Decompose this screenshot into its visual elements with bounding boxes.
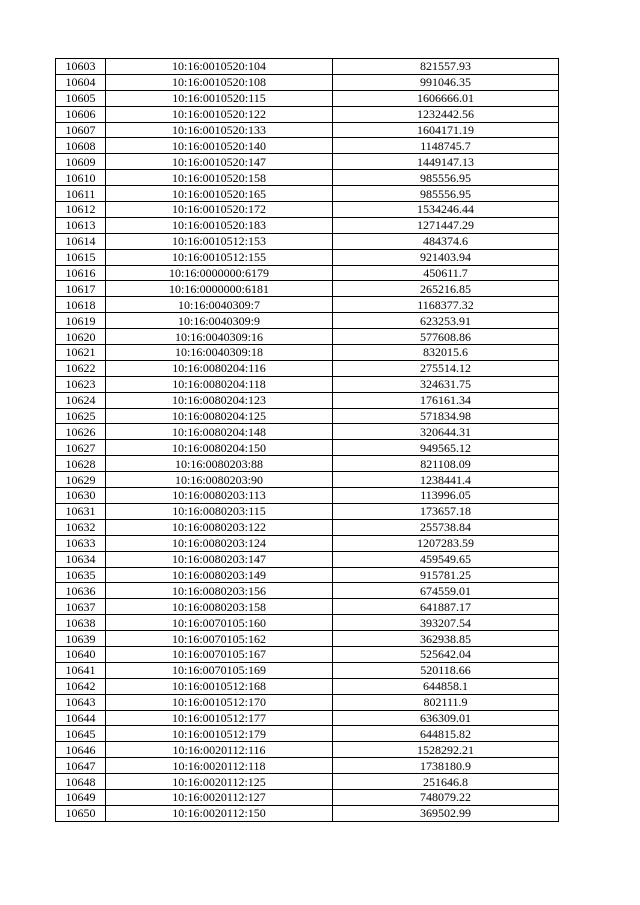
cadastral-number-cell: 10:16:0070105:169 [106, 662, 333, 678]
row-number-cell: 10627 [56, 440, 106, 456]
table-row [56, 233, 559, 249]
table-row [56, 646, 559, 662]
table-row [56, 217, 559, 233]
row-number-cell: 10623 [56, 376, 106, 392]
row-number-cell: 10608 [56, 138, 106, 154]
cadastral-number-cell: 10:16:0070105:160 [106, 615, 333, 631]
cadastral-number-cell: 10:16:0040309:16 [106, 329, 333, 345]
value-cell: 176161.34 [333, 392, 559, 408]
cadastral-number-cell: 10:16:0010512:177 [106, 710, 333, 726]
row-number-cell: 10638 [56, 615, 106, 631]
value-cell: 275514.12 [333, 360, 559, 376]
value-cell: 1238441.4 [333, 472, 559, 488]
row-number-cell: 10609 [56, 154, 106, 170]
value-cell: 362938.85 [333, 631, 559, 647]
value-cell: 641887.17 [333, 599, 559, 615]
value-cell: 623253.91 [333, 313, 559, 329]
table-row [56, 186, 559, 202]
cadastral-number-cell: 10:16:0080203:147 [106, 551, 333, 567]
table-row [56, 742, 559, 758]
value-cell: 113996.05 [333, 488, 559, 504]
cadastral-number-cell: 10:16:0080204:150 [106, 440, 333, 456]
cadastral-number-cell: 10:16:0080203:149 [106, 567, 333, 583]
row-number-cell: 10644 [56, 710, 106, 726]
table-row [56, 567, 559, 583]
value-cell: 173657.18 [333, 503, 559, 519]
cadastral-number-cell: 10:16:0080204:123 [106, 392, 333, 408]
table-row [56, 694, 559, 710]
value-cell: 821108.09 [333, 456, 559, 472]
value-cell: 324631.75 [333, 376, 559, 392]
row-number-cell: 10619 [56, 313, 106, 329]
value-cell: 949565.12 [333, 440, 559, 456]
cadastral-number-cell: 10:16:0080203:88 [106, 456, 333, 472]
value-cell: 985556.95 [333, 170, 559, 186]
row-number-cell: 10635 [56, 567, 106, 583]
row-number-cell: 10621 [56, 345, 106, 361]
table-row [56, 519, 559, 535]
cadastral-number-cell: 10:16:0020112:150 [106, 805, 333, 821]
table-row [56, 281, 559, 297]
value-cell: 1606666.01 [333, 90, 559, 106]
value-cell: 265216.85 [333, 281, 559, 297]
value-cell: 1207283.59 [333, 535, 559, 551]
cadastral-number-cell: 10:16:0010520:165 [106, 186, 333, 202]
cadastral-number-cell: 10:16:0040309:9 [106, 313, 333, 329]
row-number-cell: 10613 [56, 217, 106, 233]
table-row [56, 583, 559, 599]
row-number-cell: 10620 [56, 329, 106, 345]
row-number-cell: 10629 [56, 472, 106, 488]
value-cell: 644815.82 [333, 726, 559, 742]
cadastral-number-cell: 10:16:0010512:168 [106, 678, 333, 694]
row-number-cell: 10641 [56, 662, 106, 678]
data-table [55, 58, 559, 822]
table-row [56, 805, 559, 821]
table-row [56, 265, 559, 281]
cadastral-number-cell: 10:16:0010520:108 [106, 74, 333, 90]
cadastral-number-cell: 10:16:0010520:147 [106, 154, 333, 170]
value-cell: 571834.98 [333, 408, 559, 424]
row-number-cell: 10630 [56, 488, 106, 504]
table-row [56, 392, 559, 408]
table-row [56, 345, 559, 361]
cadastral-number-cell: 10:16:0010520:122 [106, 106, 333, 122]
value-cell: 369502.99 [333, 805, 559, 821]
table-body [56, 59, 559, 822]
row-number-cell: 10643 [56, 694, 106, 710]
cadastral-number-cell: 10:16:0010520:140 [106, 138, 333, 154]
cadastral-number-cell: 10:16:0010512:155 [106, 249, 333, 265]
table-row [56, 202, 559, 218]
cadastral-number-cell: 10:16:0080204:116 [106, 360, 333, 376]
cadastral-number-cell: 10:16:0010512:153 [106, 233, 333, 249]
cadastral-number-cell: 10:16:0020112:116 [106, 742, 333, 758]
table-row [56, 535, 559, 551]
cadastral-number-cell: 10:16:0010520:115 [106, 90, 333, 106]
value-cell: 251646.8 [333, 774, 559, 790]
value-cell: 832015.6 [333, 345, 559, 361]
table-row [56, 678, 559, 694]
cadastral-number-cell: 10:16:0020112:125 [106, 774, 333, 790]
cadastral-number-cell: 10:16:0010512:170 [106, 694, 333, 710]
table-row [56, 662, 559, 678]
value-cell: 644858.1 [333, 678, 559, 694]
cadastral-number-cell: 10:16:0000000:6179 [106, 265, 333, 281]
row-number-cell: 10642 [56, 678, 106, 694]
row-number-cell: 10647 [56, 758, 106, 774]
cadastral-number-cell: 10:16:0010512:179 [106, 726, 333, 742]
table-row [56, 631, 559, 647]
cadastral-number-cell: 10:16:0040309:18 [106, 345, 333, 361]
row-number-cell: 10650 [56, 805, 106, 821]
table-row [56, 488, 559, 504]
row-number-cell: 10616 [56, 265, 106, 281]
cadastral-number-cell: 10:16:0080204:118 [106, 376, 333, 392]
cadastral-number-cell: 10:16:0080203:90 [106, 472, 333, 488]
value-cell: 985556.95 [333, 186, 559, 202]
value-cell: 636309.01 [333, 710, 559, 726]
table-row [56, 329, 559, 345]
value-cell: 802111.9 [333, 694, 559, 710]
cadastral-number-cell: 10:16:0020112:118 [106, 758, 333, 774]
table-row [56, 774, 559, 790]
row-number-cell: 10603 [56, 59, 106, 75]
cadastral-number-cell: 10:16:0080203:113 [106, 488, 333, 504]
value-cell: 821557.93 [333, 59, 559, 75]
table-row [56, 599, 559, 615]
table-row [56, 615, 559, 631]
table-row [56, 106, 559, 122]
cadastral-number-cell: 10:16:0010520:183 [106, 217, 333, 233]
row-number-cell: 10640 [56, 646, 106, 662]
table-row [56, 74, 559, 90]
cadastral-number-cell: 10:16:0040309:7 [106, 297, 333, 313]
table-row [56, 758, 559, 774]
cadastral-number-cell: 10:16:0070105:167 [106, 646, 333, 662]
cadastral-number-cell: 10:16:0080204:125 [106, 408, 333, 424]
cadastral-number-cell: 10:16:0010520:158 [106, 170, 333, 186]
table-row [56, 789, 559, 805]
value-cell: 484374.6 [333, 233, 559, 249]
table-row [56, 360, 559, 376]
table-row [56, 710, 559, 726]
cadastral-number-cell: 10:16:0080203:122 [106, 519, 333, 535]
value-cell: 520118.66 [333, 662, 559, 678]
value-cell: 1534246.44 [333, 202, 559, 218]
table-row [56, 59, 559, 75]
table-row [56, 297, 559, 313]
table-row [56, 551, 559, 567]
value-cell: 1232442.56 [333, 106, 559, 122]
row-number-cell: 10622 [56, 360, 106, 376]
row-number-cell: 10626 [56, 424, 106, 440]
table-row [56, 503, 559, 519]
value-cell: 915781.25 [333, 567, 559, 583]
row-number-cell: 10633 [56, 535, 106, 551]
row-number-cell: 10632 [56, 519, 106, 535]
value-cell: 577608.86 [333, 329, 559, 345]
cadastral-number-cell: 10:16:0070105:162 [106, 631, 333, 647]
value-cell: 1148745.7 [333, 138, 559, 154]
value-cell: 1528292.21 [333, 742, 559, 758]
row-number-cell: 10611 [56, 186, 106, 202]
value-cell: 921403.94 [333, 249, 559, 265]
table-row [56, 138, 559, 154]
table-row [56, 90, 559, 106]
value-cell: 459549.65 [333, 551, 559, 567]
row-number-cell: 10631 [56, 503, 106, 519]
table-row [56, 408, 559, 424]
table-row [56, 726, 559, 742]
row-number-cell: 10645 [56, 726, 106, 742]
cadastral-number-cell: 10:16:0080203:156 [106, 583, 333, 599]
cadastral-number-cell: 10:16:0020112:127 [106, 789, 333, 805]
value-cell: 991046.35 [333, 74, 559, 90]
row-number-cell: 10648 [56, 774, 106, 790]
value-cell: 255738.84 [333, 519, 559, 535]
table-row [56, 424, 559, 440]
row-number-cell: 10649 [56, 789, 106, 805]
table-row [56, 122, 559, 138]
cadastral-number-cell: 10:16:0080203:115 [106, 503, 333, 519]
cadastral-number-cell: 10:16:0010520:104 [106, 59, 333, 75]
value-cell: 1604171.19 [333, 122, 559, 138]
table-row [56, 456, 559, 472]
cadastral-number-cell: 10:16:0080203:158 [106, 599, 333, 615]
table-row [56, 472, 559, 488]
table-row [56, 154, 559, 170]
row-number-cell: 10604 [56, 74, 106, 90]
row-number-cell: 10605 [56, 90, 106, 106]
row-number-cell: 10612 [56, 202, 106, 218]
value-cell: 320644.31 [333, 424, 559, 440]
row-number-cell: 10614 [56, 233, 106, 249]
row-number-cell: 10607 [56, 122, 106, 138]
value-cell: 674559.01 [333, 583, 559, 599]
cadastral-number-cell: 10:16:0000000:6181 [106, 281, 333, 297]
value-cell: 450611.7 [333, 265, 559, 281]
value-cell: 1738180.9 [333, 758, 559, 774]
value-cell: 748079.22 [333, 789, 559, 805]
value-cell: 1271447.29 [333, 217, 559, 233]
row-number-cell: 10637 [56, 599, 106, 615]
row-number-cell: 10634 [56, 551, 106, 567]
cadastral-number-cell: 10:16:0080204:148 [106, 424, 333, 440]
row-number-cell: 10646 [56, 742, 106, 758]
table-row [56, 440, 559, 456]
cadastral-number-cell: 10:16:0080203:124 [106, 535, 333, 551]
cadastral-number-cell: 10:16:0010520:133 [106, 122, 333, 138]
value-cell: 1168377.32 [333, 297, 559, 313]
table-row [56, 249, 559, 265]
row-number-cell: 10617 [56, 281, 106, 297]
table-row [56, 170, 559, 186]
row-number-cell: 10639 [56, 631, 106, 647]
row-number-cell: 10625 [56, 408, 106, 424]
row-number-cell: 10628 [56, 456, 106, 472]
row-number-cell: 10610 [56, 170, 106, 186]
row-number-cell: 10624 [56, 392, 106, 408]
value-cell: 393207.54 [333, 615, 559, 631]
table-row [56, 313, 559, 329]
row-number-cell: 10618 [56, 297, 106, 313]
row-number-cell: 10636 [56, 583, 106, 599]
cadastral-number-cell: 10:16:0010520:172 [106, 202, 333, 218]
row-number-cell: 10606 [56, 106, 106, 122]
row-number-cell: 10615 [56, 249, 106, 265]
table-row [56, 376, 559, 392]
value-cell: 1449147.13 [333, 154, 559, 170]
value-cell: 525642.04 [333, 646, 559, 662]
